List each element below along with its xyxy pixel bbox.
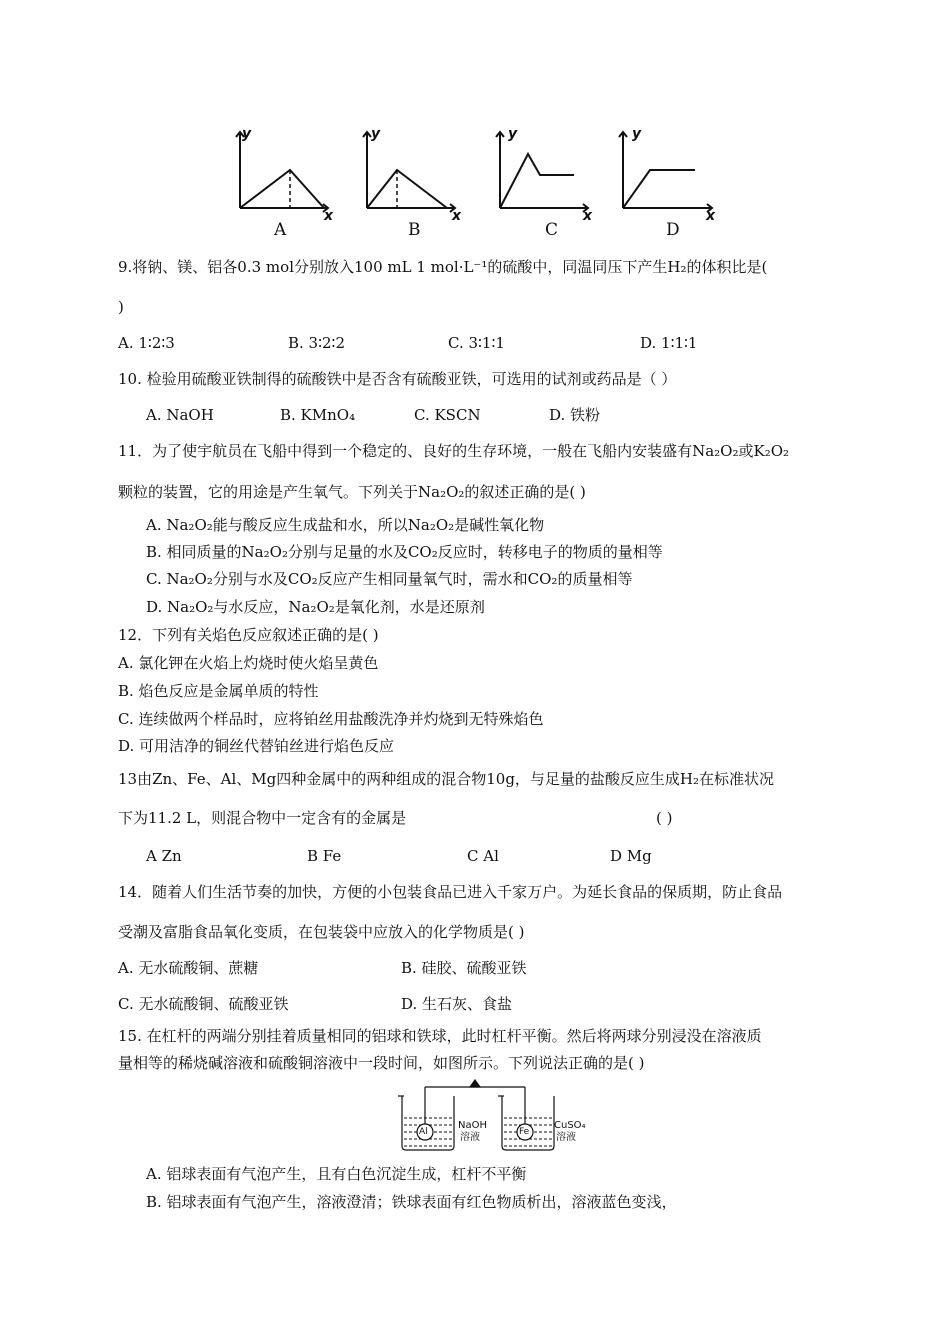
cuso4-solution-label: 溶液 [556, 1132, 576, 1143]
q13-stem-line2: 下为11.2 L，则混合物中一定含有的金属是 [118, 809, 407, 827]
q10-option-d: D. 铁粉 [549, 406, 601, 424]
graph-d-label: D [666, 220, 680, 240]
q11-stem-line1: 11．为了使宇航员在飞船中得到一个稳定的、良好的生存环境，一般在飞船内安装盛有Na₂O₂或K₂O₂ [118, 442, 790, 460]
q12-option-a: A. 氯化钾在火焰上灼烧时使火焰呈黄色 [118, 654, 379, 672]
answer-graphs [220, 120, 740, 245]
graph-c-x-label: x [583, 208, 593, 224]
q13-option-c: C Al [467, 847, 499, 865]
q11-stem-line2: 颗粒的装置，它的用途是产生氧气。下列关于Na₂O₂的叙述正确的是( ) [118, 483, 586, 501]
q11-option-d: D. Na₂O₂与水反应，Na₂O₂是氧化剂，水是还原剂 [146, 598, 485, 616]
q14-option-d: D. 生石灰、食盐 [401, 995, 513, 1013]
q14-option-a: A. 无水硫酸铜、蔗糖 [118, 959, 259, 977]
q12-option-d: D. 可用洁净的铜丝代替铂丝进行焰色反应 [118, 737, 395, 755]
fe-ball-label: Fe [519, 1127, 530, 1137]
cuso4-label: CuSO₄ [554, 1120, 586, 1131]
graph-c-y-label: y [508, 126, 518, 142]
naoh-solution-label: 溶液 [460, 1132, 480, 1143]
q13-option-d: D Mg [610, 847, 652, 865]
q13-bracket: ( ) [656, 809, 673, 827]
q13-option-b: B Fe [307, 847, 342, 865]
q14-stem-line2: 受潮及富脂食品氧化变质，在包装袋中应放入的化学物质是( ) [118, 923, 525, 941]
graph-a-y-label: y [242, 126, 252, 142]
q12-stem: 12．下列有关焰色反应叙述正确的是( ) [118, 626, 379, 644]
al-ball-label: Al [419, 1127, 428, 1137]
q13-stem-line1: 13由Zn、Fe、Al、Mg四种金属中的两种组成的混合物10g，与足量的盐酸反应生成H₂在标准状况 [118, 770, 775, 788]
q14-option-b: B. 硅胶、硫酸亚铁 [401, 959, 527, 977]
q15-stem-line1: 15. 在杠杆的两端分别挂着质量相同的铝球和铁球，此时杠杆平衡。然后将两球分别浸没在溶液质 [118, 1027, 762, 1045]
q11-option-b: B. 相同质量的Na₂O₂分别与足量的水及CO₂反应时，转移电子的物质的量相等 [146, 543, 663, 561]
q9-stem-line2: ) [118, 298, 124, 316]
q10-option-c: C. KSCN [414, 406, 481, 424]
graph-a-label: A [274, 220, 287, 240]
q11-option-c: C. Na₂O₂分别与水及CO₂反应产生相同量氧气时，需水和CO₂的质量相等 [146, 570, 633, 588]
q10-stem: 10. 检验用硫酸亚铁制得的硫酸铁中是否含有硫酸亚铁，可选用的试剂或药品是（ ） [118, 370, 677, 388]
q15-option-b: B. 铝球表面有气泡产生，溶液澄清；铁球表面有红色物质析出，溶液蓝色变浅， [146, 1193, 677, 1211]
q10-option-b: B. KMnO₄ [280, 406, 356, 424]
graph-b-label: B [408, 220, 421, 240]
q12-option-c: C. 连续做两个样品时，应将铂丝用盐酸洗净并灼烧到无特殊焰色 [118, 710, 544, 728]
naoh-label: NaOH [458, 1120, 487, 1131]
q15-option-a: A. 铝球表面有气泡产生，且有白色沉淀生成，杠杆不平衡 [146, 1165, 527, 1183]
graph-d [619, 132, 712, 212]
graph-c [496, 132, 588, 212]
graph-c-label: C [545, 220, 559, 240]
q9-stem-line1: 9.将钠、镁、铝各0.3 mol分别放入100 mL 1 mol·L⁻¹的硫酸中，同温同压下产生H₂的体积比是( [118, 258, 768, 276]
q12-option-b: B. 焰色反应是金属单质的特性 [118, 682, 319, 700]
graphs-svg [220, 120, 740, 245]
graph-b-x-label: x [452, 208, 462, 224]
q14-stem-line1: 14．随着人们生活节奏的加快，方便的小包装食品已进入千家万户。为延长食品的保质期，防止食品 [118, 883, 783, 901]
q14-option-c: C. 无水硫酸铜、硫酸亚铁 [118, 995, 289, 1013]
graph-a-x-label: x [324, 208, 334, 224]
q11-option-a: A. Na₂O₂能与酸反应生成盐和水，所以Na₂O₂是碱性氧化物 [146, 516, 545, 534]
q9-option-c: C. 3∶1∶1 [448, 334, 505, 352]
lever-svg [398, 1078, 598, 1158]
graph-b-y-label: y [371, 126, 381, 142]
q9-option-a: A. 1∶2∶3 [118, 334, 175, 352]
q13-option-a: A Zn [146, 847, 182, 865]
graph-d-x-label: x [706, 208, 716, 224]
graph-d-y-label: y [632, 126, 642, 142]
graph-a [236, 132, 328, 212]
q15-stem-line2: 量相等的稀烧碱溶液和硫酸铜溶液中一段时间，如图所示。下列说法正确的是( ) [118, 1054, 645, 1072]
lever-beaker-figure [398, 1078, 598, 1158]
q9-option-d: D. 1∶1∶1 [640, 334, 698, 352]
q10-option-a: A. NaOH [146, 406, 214, 424]
graph-b [363, 132, 455, 212]
q9-option-b: B. 3∶2∶2 [288, 334, 345, 352]
